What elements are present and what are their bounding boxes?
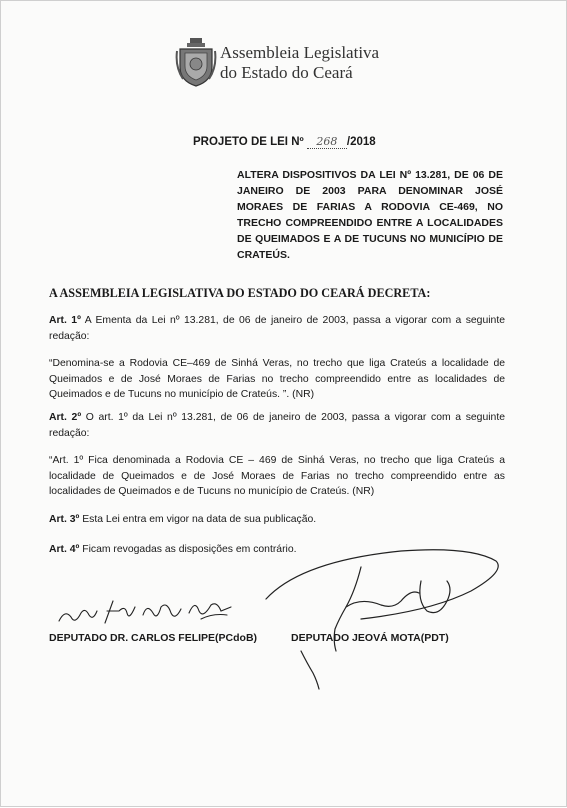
article-3 [49,512,505,528]
article-1-quote: “Denomina-se a Rodovia CE–469 de Sinhá Veras, no trecho que liga Crateús a localidade de Queimados e de José Moraes de Farias no trecho compreendido entre as localidades de Queimados e de Tucuns no município de Crateús. ”. (NR) [49,358,505,400]
article-2-quote: “Art. 1º Fica denominada a Rodovia CE – 469 de Sinhá Veras, no trecho que liga Crateús a localidade de Queimados e de José Moraes de Farias no trecho compreendido entre as localidades de Queimados e de Tucuns no município de Crateús. (NR) [49,455,505,497]
bill-title [193,135,376,149]
bill-year: /2018 [346,136,376,148]
bill-title-prefix: PROJETO DE LEI Nº [193,136,304,148]
signer-1-name: DEPUTADO DR. CARLOS FELIPE(PCdoB) [49,632,258,644]
signature-carlos-felipe [59,601,231,623]
article-4-text: Ficam revogadas as disposições em contrário. [79,544,297,555]
article-4 [49,542,505,558]
article-3-label: Art. 3º [49,514,80,525]
institution-line-1: Assembleia Legislativa [220,43,380,62]
institution-name [220,43,379,83]
article-2-label: Art. 2º [49,412,82,423]
bill-summary: ALTERA DISPOSITIVOS DA LEI Nº 13.281, DE 06 DE JANEIRO DE 2003 PARA DENOMINAR JOSÉ MORAES DE FARIAS A RODOVIA CE-469, NO TRECHO COMPREENDIDO ENTRE A LOCALIDADES DE QUEIMADOS E A DE TUCUNS NO MUNICÍPIO DE CRATEÚS. [237,169,503,261]
article-2 [49,410,505,441]
letterhead [175,37,395,89]
enacting-clause: A ASSEMBLEIA LEGISLATIVA DO ESTADO DO CEARÁ DECRETA: [49,286,431,300]
institution-line-2: do Estado do Ceará [220,63,353,82]
article-3-text: Esta Lei entra em vigor na data de sua publicação. [79,514,317,525]
signer-2-name: DEPUTADO JEOVÁ MOTA(PDT) [291,632,449,644]
article-1-label: Art. 1º [49,315,81,326]
bill-number: 268 [307,135,347,149]
handwritten-signatures [1,1,567,808]
coat-of-arms-icon [175,37,217,87]
article-1 [49,313,505,344]
article-2-text: O art. 1º da Lei nº 13.281, de 06 de janeiro de 2003, passa a vigorar com a seguinte redação: [49,412,505,439]
article-4-label: Art. 4º [49,544,80,555]
signature-jeova-mota [266,550,498,689]
article-1-text: A Ementa da Lei nº 13.281, de 06 de janeiro de 2003, passa a vigorar com a seguinte redação: [49,315,505,342]
